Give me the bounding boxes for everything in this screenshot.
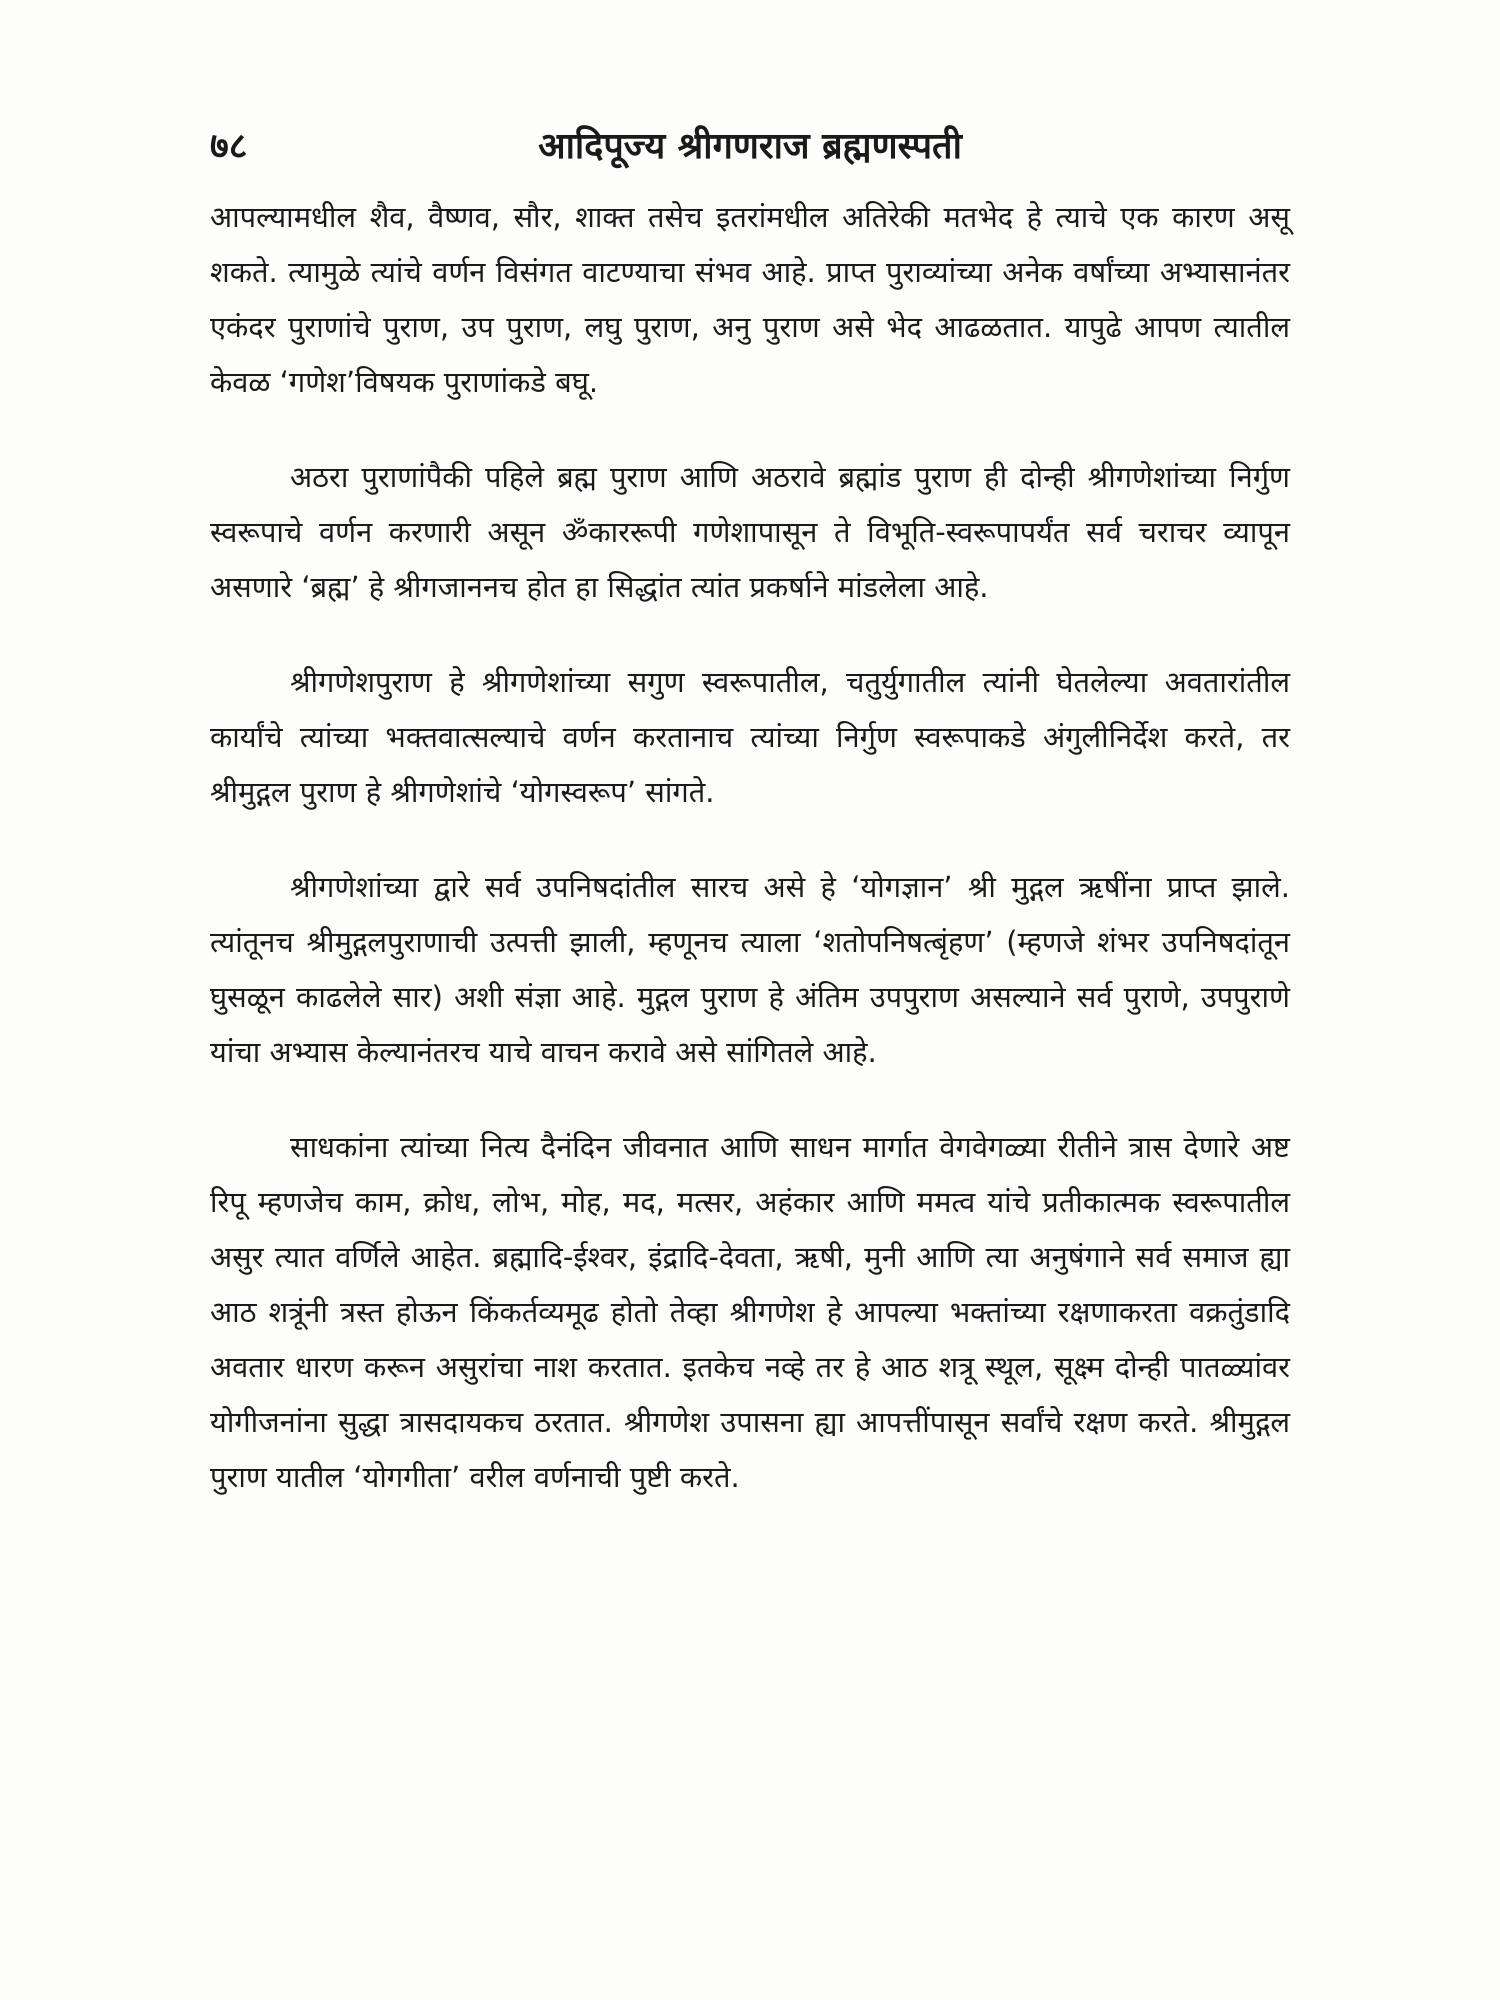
paragraph-5: साधकांना त्यांच्या नित्य दैनंदिन जीवनात आणि साधन मार्गात वेगवेगळ्या रीतीने त्रास देणारे अष्ट रिपू म्हणजेच काम, क्रोध, लोभ, मोह, मद, मत्सर, अहंकार आणि ममत्व यांचे प्रतीकात्मक स्वरूपातील असुर त्यात वर्णिले आहेत. ब्रह्मादि-ईश्वर, इंद्रादि-देवता, ऋषी, मुनी आणि त्या अनुषंगाने सर्व समाज ह्या आठ शत्रूंनी त्रस्त होऊन किंकर्तव्यमूढ होतो तेव्हा श्रीगणेश हे आपल्या भक्तांच्या रक्षणाकरता वक्रतुंडादि अवतार धारण करून असुरांचा नाश करतात. इतकेच नव्हे तर हे आठ शत्रू स्थूल, सूक्ष्म दोन्ही पातळ्यांवर योगीजनांना सुद्धा त्रासदायकच ठरतात. श्रीगणेश उपासना ह्या आपत्तींपासून सर्वांचे रक्षण करते. श्रीमुद्गल पुराण यातील ‘योगगीता’ वरील वर्णनाची पुष्टी करते. [210,1130,1290,1494]
paragraph-3: श्रीगणेशपुराण हे श्रीगणेशांच्या सगुण स्वरूपातील, चतुर्युगातील त्यांनी घेतलेल्या अवतारांतील कार्यांचे त्यांच्या भक्तवात्सल्याचे वर्णन करतानाच त्यांच्या निर्गुण स्वरूपाकडे अंगुलीनिर्देश करते, तर श्रीमुद्गल पुराण हे श्रीगणेशांचे ‘योगस्वरूप’ सांगते. [210,665,1290,809]
paragraph-1: आपल्यामधील शैव, वैष्णव, सौर, शाक्त तसेच इतरांमधील अतिरेकी मतभेद हे त्याचे एक कारण असू शकते. त्यामुळे त्यांचे वर्णन विसंगत वाटण्याचा संभव आहे. प्राप्त पुराव्यांच्या अनेक वर्षांच्या अभ्यासानंतर एकंदर पुराणांचे पुराण, उप पुराण, लघु पुराण, अनु पुराण असे भेद आढळतात. यापुढे आपण त्यातील केवळ ‘गणेश’विषयक पुराणांकडे बघू. [210,200,1290,399]
page-number: ७८ [210,126,248,167]
paragraph-4: श्रीगणेशांच्या द्वारे सर्व उपनिषदांतील सारच असे हे ‘योगज्ञान’ श्री मुद्गल ऋषींना प्राप्त झाले. त्यांतूनच श्रीमुद्गलपुराणाची उत्पत्ती झाली, म्हणूनच त्याला ‘शतोपनिषत्बृंहण’ (म्हणजे शंभर उपनिषदांतून घुसळून काढलेले सार) अशी संज्ञा आहे. मुद्गल पुराण हे अंतिम उपपुराण असल्याने सर्व पुराणे, उपपुराणे यांचा अभ्यास केल्यानंतरच याचे वाचन करावे असे सांगितले आहे. [210,870,1290,1069]
running-title: आदिपूज्य श्रीगणराज ब्रह्मणस्पती [538,126,962,167]
paragraph-2: अठरा पुराणांपैकी पहिले ब्रह्म पुराण आणि अठरावे ब्रह्मांड पुराण ही दोन्ही श्रीगणेशांच्या निर्गुण स्वरूपाचे वर्णन करणारी असून ॐकाररूपी गणेशापासून ते विभूति-स्वरूपापर्यंत सर्व चराचर व्यापून असणारे ‘ब्रह्म’ हे श्रीगजाननच होत हा सिद्धांत त्यांत प्रकर्षाने मांडलेला आहे. [210,460,1290,604]
body-text [210,190,1290,1505]
page-header [210,120,1290,180]
